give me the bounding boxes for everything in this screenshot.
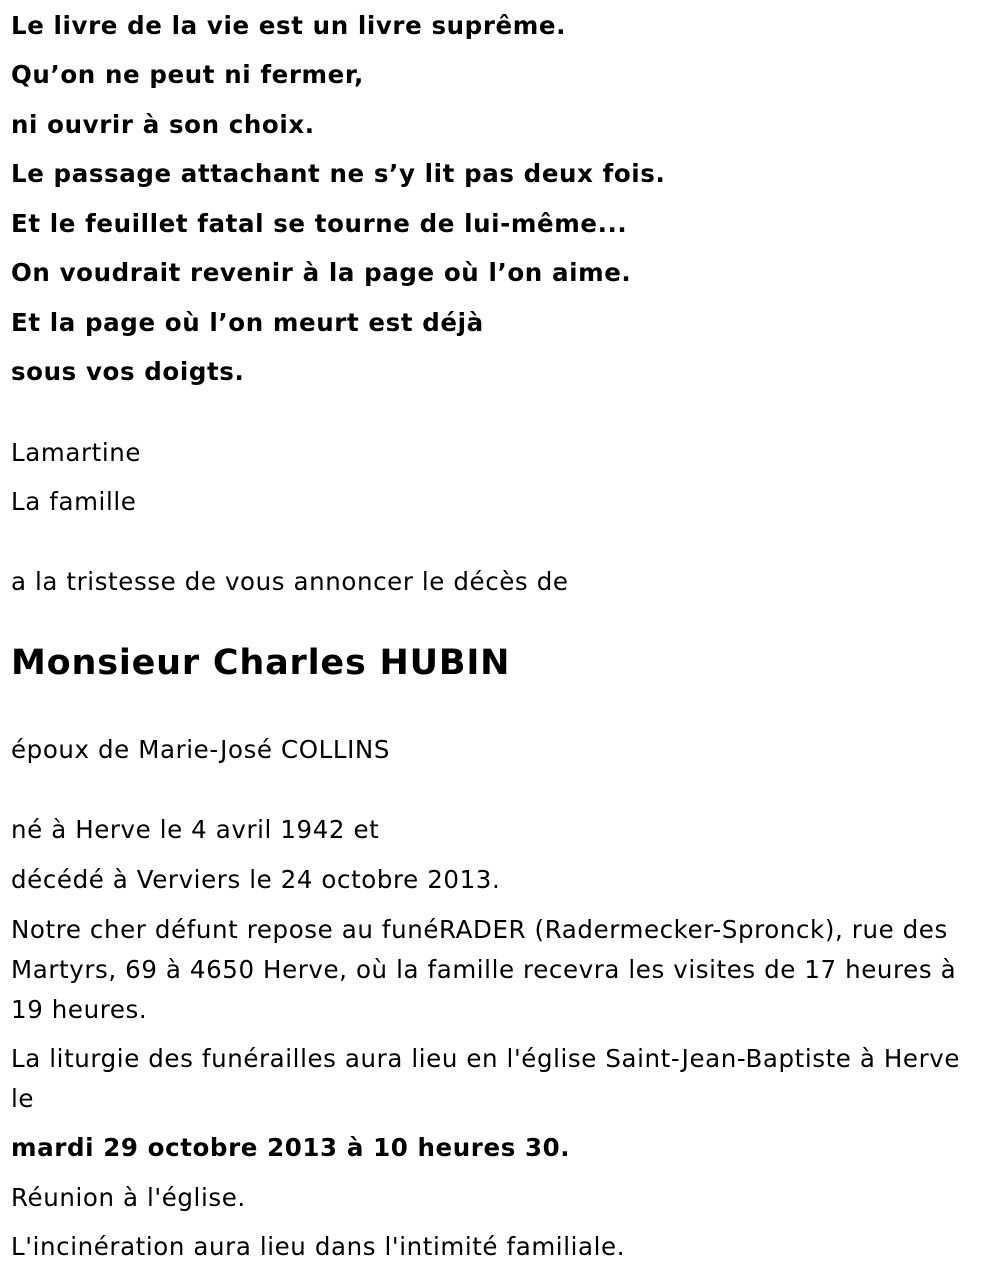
meeting-line: Réunion à l'église. — [11, 1183, 246, 1212]
poem-line-2: Qu’on ne peut ni fermer, — [11, 60, 364, 89]
poem-line-3: ni ouvrir à son choix. — [11, 110, 315, 139]
announcement-intro: a la tristesse de vous annoncer le décès de — [11, 567, 569, 596]
poem-author: Lamartine — [11, 438, 142, 467]
birth-line: né à Herve le 4 avril 1942 et — [11, 815, 380, 844]
poem-line-7: Et la page où l’on meurt est déjà — [11, 308, 484, 337]
spouse-line: époux de Marie-José COLLINS — [11, 735, 390, 764]
cremation-line: L'incinération aura lieu dans l'intimité familiale. — [11, 1232, 626, 1261]
funeral-date: mardi 29 octobre 2013 à 10 heures 30. — [11, 1133, 571, 1162]
poem-line-1: Le livre de la vie est un livre suprême. — [11, 11, 566, 40]
family-label: La famille — [11, 487, 137, 516]
deceased-name: Monsieur Charles HUBIN — [11, 643, 511, 683]
liturgy-paragraph: La liturgie des funérailles aura lieu en l'église Saint-Jean-Baptiste à Herve le — [11, 1044, 961, 1113]
poem-line-6: On voudrait revenir à la page où l’on aime. — [11, 258, 632, 287]
poem-line-4: Le passage attachant ne s’y lit pas deux fois. — [11, 159, 666, 188]
poem-line-8: sous vos doigts. — [11, 357, 245, 386]
death-line: décédé à Verviers le 24 octobre 2013. — [11, 865, 501, 894]
poem-line-5: Et le feuillet fatal se tourne de lui-même... — [11, 209, 628, 238]
visitation-paragraph: Notre cher défunt repose au funéRADER (Radermecker-Spronck), rue des Martyrs, 69 à 4650 Herve, où la famille recevra les visites de 17 heures à 19 heures. — [11, 915, 957, 1024]
